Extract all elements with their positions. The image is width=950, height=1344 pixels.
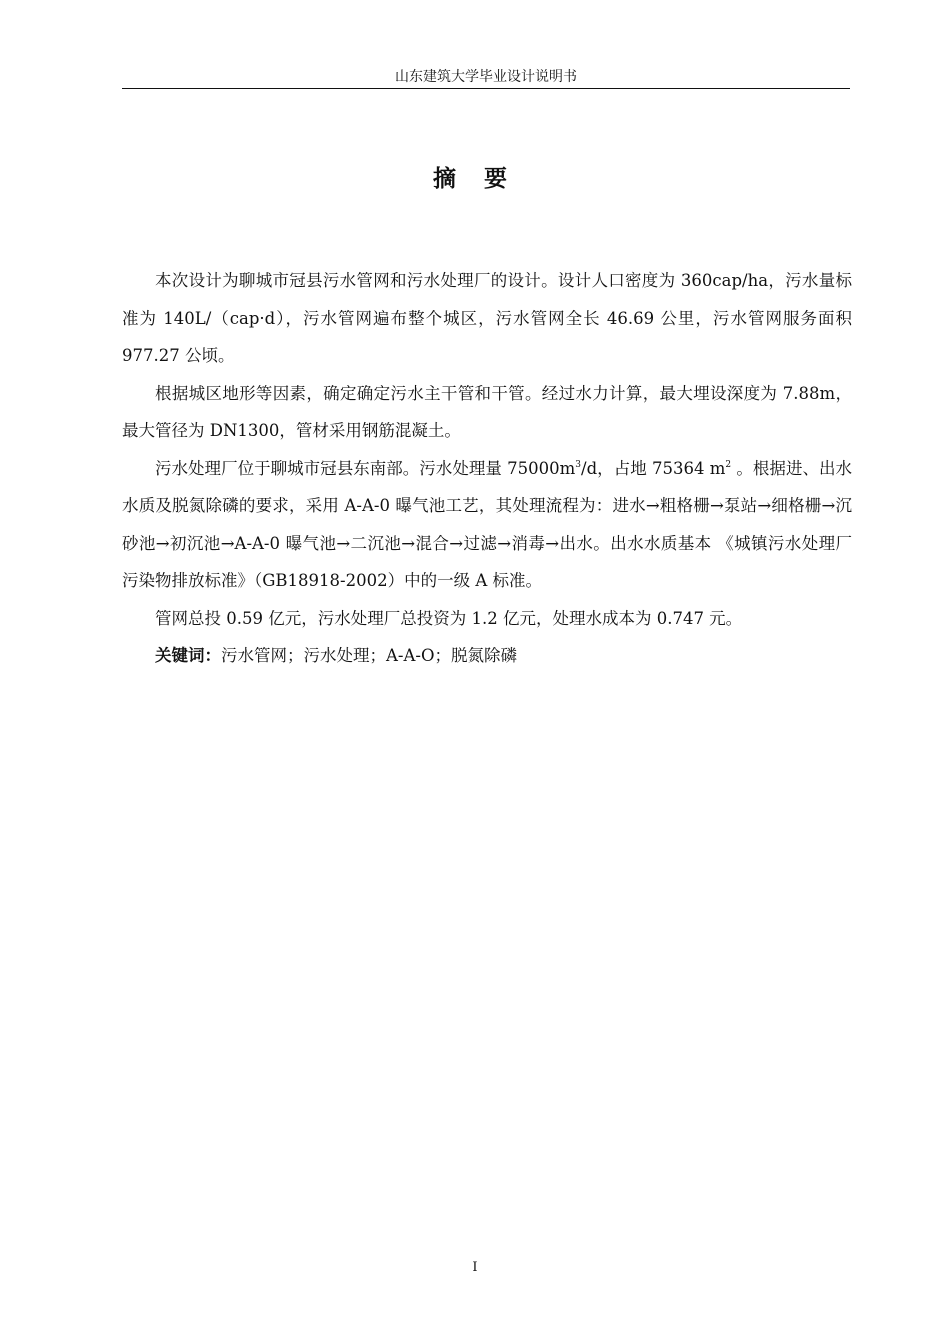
paragraph-3 (122, 450, 852, 600)
paragraph-2: 根据城区地形等因素，确定确定污水主干管和干管。经过水力计算，最大埋设深度为 7.88m，最大管径为 DN1300，管材采用钢筋混凝土。 (122, 383, 852, 440)
keywords-text: 污水管网；污水处理；A-A-O；脱氮除磷 (221, 646, 518, 665)
paragraph-4: 管网总投 0.59 亿元，污水处理厂总投资为 1.2 亿元，处理水成本为 0.747 元。 (155, 608, 743, 628)
keywords-line (122, 637, 852, 675)
header-text: 山东建筑大学毕业设计说明书 (395, 69, 577, 85)
superscript-3: 3 (575, 459, 582, 470)
page-header (122, 66, 850, 89)
paragraph-3-part-a: 污水处理厂位于聊城市冠县东南部。污水处理量 75000m (155, 458, 576, 478)
abstract-body (122, 262, 852, 675)
keywords-label: 关键词： (155, 646, 221, 665)
paragraph-3-part-b: /d，占地 75364 m (581, 458, 726, 478)
paragraph-3-part-c: 。根据进、出水水质及脱氮除磷的要求，采用 A-A-0 曝气池工艺，其处理流程为：进水→粗格栅→泵站→细格栅→沉砂池→初沉池→A-A-0 曝气池→二沉池→混合→过滤→消毒→出水。出水水质基本 《城镇污水处理厂污染物排放标准》（GB18918-2002）中的一级 A 标准。 (122, 458, 852, 590)
superscript-2: 2 (725, 459, 732, 470)
abstract-title: 摘 要 (432, 166, 517, 192)
page-number: I (472, 1260, 478, 1275)
paragraph-1: 本次设计为聊城市冠县污水管网和污水处理厂的设计。设计人口密度为 360cap/ha，污水量标准为 140L/（cap·d），污水管网遍布整个城区，污水管网全长 46.69 公里，污水管网服务面积 977.27 公顷。 (122, 271, 852, 365)
